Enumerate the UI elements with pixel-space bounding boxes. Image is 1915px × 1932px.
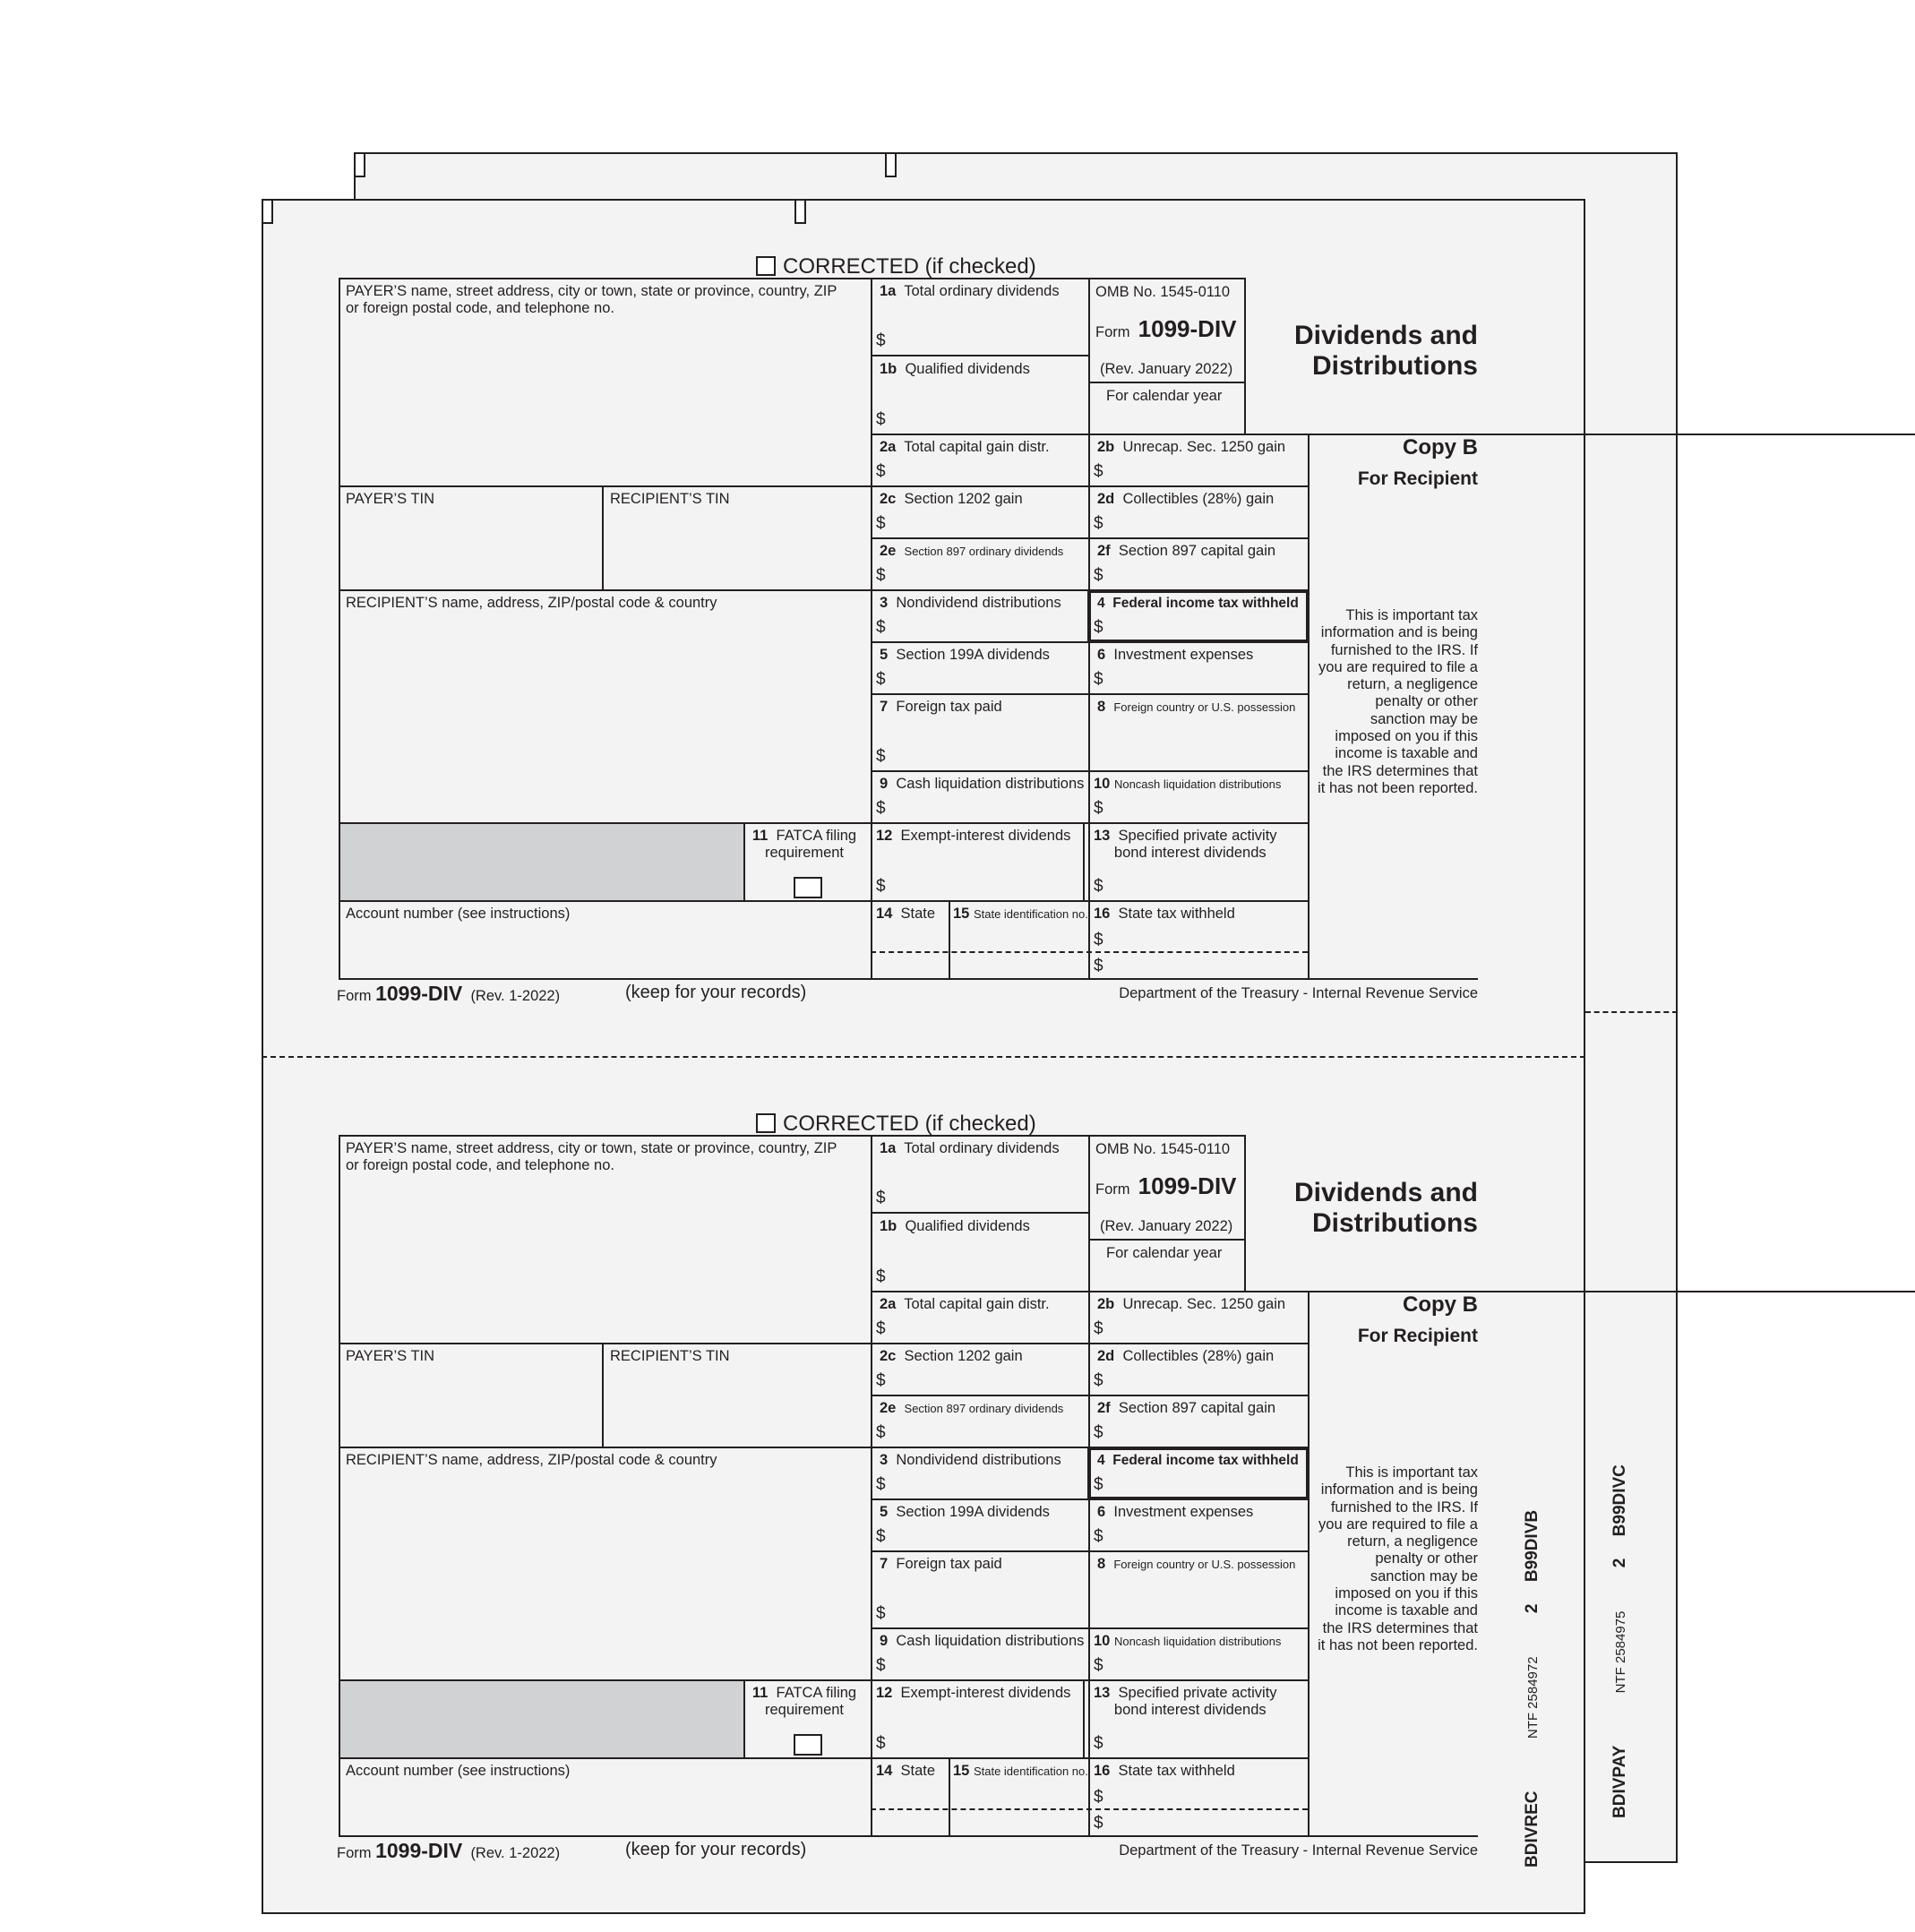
box-15-label: 15 State identification no.: [953, 906, 1088, 922]
box-2f-dollar: $: [1094, 1423, 1103, 1442]
form-revision: (Rev. January 2022): [1100, 1218, 1233, 1234]
form-title: Dividends and Distributions: [1293, 321, 1478, 381]
front-form-id: B99DIVB: [1523, 1509, 1541, 1583]
box-12-dollar: $: [876, 877, 886, 896]
box-6-dollar: $: [1094, 1527, 1103, 1546]
corrected-label: CORRECTED (if checked): [783, 254, 1036, 279]
box-5-dollar: $: [876, 1527, 886, 1546]
box-12-dollar: $: [876, 1734, 886, 1753]
payer-name-label: PAYER’S name, street address, city or town, state or province, country, ZIP or foreign postal code, and telephone no.: [346, 1140, 837, 1173]
fatca-checkbox[interactable]: [794, 1734, 822, 1756]
back-side-code: [1610, 1464, 1630, 1818]
copy-label: Copy B: [1403, 435, 1478, 459]
form-title-block: Form 1099-DIV: [1095, 315, 1237, 342]
box-16-dollar-2: $: [1094, 957, 1103, 975]
form-title-block: Form 1099-DIV: [1095, 1172, 1237, 1199]
form-copy-upper: [337, 254, 1478, 1075]
box-2a-dollar: $: [876, 1319, 886, 1338]
box-2e-dollar: $: [876, 566, 886, 585]
box-1a-label: 1a Total ordinary dividends: [880, 283, 1060, 299]
form-revision: (Rev. January 2022): [1100, 361, 1233, 377]
box-3-label: 3 Nondividend distributions: [880, 595, 1061, 611]
for-recipient-label: For Recipient: [1357, 468, 1478, 489]
payer-name-label: PAYER’S name, street address, city or town, state or province, country, ZIP or foreign postal code, and telephone no.: [346, 283, 837, 316]
footer-form-id: Form 1099-DIV (Rev. 1-2022): [337, 982, 561, 1005]
account-number-label: Account number (see instructions): [346, 1763, 571, 1779]
for-recipient-label: For Recipient: [1357, 1326, 1478, 1346]
box-4-label: 4 Federal income tax withheld: [1097, 1453, 1299, 1468]
box-7-label: 7 Foreign tax paid: [880, 1556, 1002, 1572]
box-2e-dollar: $: [876, 1423, 886, 1442]
box-4-dollar: $: [1094, 1475, 1103, 1494]
box-2f-label: 2f Section 897 capital gain: [1097, 1400, 1276, 1416]
box-14-label: 14 State: [876, 906, 936, 922]
box-16-dollar-2: $: [1094, 1814, 1103, 1833]
back-sheet-perforation: [1585, 1011, 1678, 1013]
box-2b-label: 2b Unrecap. Sec. 1250 gain: [1097, 439, 1286, 455]
box-2f-label: 2f Section 897 capital gain: [1097, 543, 1276, 559]
box-3-label: 3 Nondividend distributions: [880, 1452, 1061, 1468]
box-9-dollar: $: [876, 1656, 886, 1675]
box-13-dollar: $: [1094, 877, 1103, 896]
back-sheet-tab-left: [354, 152, 365, 177]
box-13-label: 13 Specified private activity bond interest dividends: [1094, 1685, 1277, 1718]
box-7-label: 7 Foreign tax paid: [880, 699, 1002, 715]
corrected-label: CORRECTED (if checked): [783, 1112, 1036, 1136]
recipient-tin-label: RECIPIENT’S TIN: [610, 491, 730, 507]
box-4-label: 4 Federal income tax withheld: [1097, 596, 1299, 611]
box-16-label: 16 State tax withheld: [1094, 1763, 1235, 1779]
front-sheet-tab-left: [262, 199, 273, 224]
box-12-label: 12 Exempt-interest dividends: [876, 1685, 1071, 1701]
corrected-checkbox-row[interactable]: [756, 1112, 1036, 1137]
calendar-year-label: For calendar year: [1106, 388, 1223, 404]
box-1a-label: 1a Total ordinary dividends: [880, 1140, 1060, 1156]
box-5-label: 5 Section 199A dividends: [880, 1504, 1050, 1520]
calendar-year-label: For calendar year: [1106, 1245, 1223, 1261]
box-2c-dollar: $: [876, 1371, 886, 1390]
box-2e-label: 2e Section 897 ordinary dividends: [880, 1400, 1064, 1416]
box-11-label: 11 FATCA filing requirement: [751, 828, 857, 861]
notice-text: This is important tax information and is being furnished to the IRS. If you are required to file a return, a negligence penalty or other sanction may be imposed on you if this income is taxable and the IRS determines that it has not been reported.: [1318, 607, 1478, 796]
front-form-code: BDIVREC: [1523, 1790, 1541, 1868]
box-6-label: 6 Investment expenses: [1097, 647, 1254, 663]
box-14-label: 14 State: [876, 1763, 936, 1779]
box-1b-label: 1b Qualified dividends: [880, 1218, 1030, 1234]
omb-number: OMB No. 1545-0110: [1095, 1141, 1231, 1157]
corrected-checkbox-row[interactable]: [756, 254, 1036, 279]
box-10-label: 10 Noncash liquidation distributions: [1094, 776, 1282, 792]
box-8-label: 8 Foreign country or U.S. possession: [1097, 699, 1296, 715]
box-2b-dollar: $: [1094, 1319, 1103, 1338]
box-2f-dollar: $: [1094, 566, 1103, 585]
footer-form-id: Form 1099-DIV (Rev. 1-2022): [337, 1839, 561, 1862]
back-sheet-tab-right: [885, 152, 897, 177]
shaded-area: [340, 824, 743, 900]
box-2a-dollar: $: [876, 462, 886, 481]
box-2d-dollar: $: [1094, 514, 1103, 533]
front-part-number: 2: [1523, 1603, 1541, 1614]
box-6-dollar: $: [1094, 670, 1103, 689]
box-3-dollar: $: [876, 1475, 886, 1494]
box-5-label: 5 Section 199A dividends: [880, 647, 1050, 663]
box-12-label: 12 Exempt-interest dividends: [876, 828, 1071, 844]
box-2d-label: 2d Collectibles (28%) gain: [1097, 491, 1275, 507]
copy-label: Copy B: [1403, 1292, 1478, 1317]
account-number-label: Account number (see instructions): [346, 906, 571, 922]
box-9-label: 9 Cash liquidation distributions: [880, 1633, 1085, 1649]
box-3-dollar: $: [876, 618, 886, 637]
box-15-label: 15 State identification no.: [953, 1763, 1088, 1779]
box-1a-dollar: $: [876, 1189, 886, 1207]
box-16-dollar-1: $: [1094, 1788, 1103, 1807]
back-part-number: 2: [1610, 1558, 1629, 1568]
box-9-dollar: $: [876, 799, 886, 818]
box-13-label: 13 Specified private activity bond interest dividends: [1094, 828, 1277, 861]
box-7-dollar: $: [876, 747, 886, 766]
payer-tin-label: PAYER’S TIN: [346, 1348, 435, 1364]
box-2d-dollar: $: [1094, 1371, 1103, 1390]
box-6-label: 6 Investment expenses: [1097, 1504, 1254, 1520]
footer-keep: (keep for your records): [625, 983, 807, 1002]
box-10-dollar: $: [1094, 799, 1103, 818]
box-13-dollar: $: [1094, 1734, 1103, 1753]
footer-department: Department of the Treasury - Internal Revenue Service: [1119, 1842, 1478, 1859]
box-1b-label: 1b Qualified dividends: [880, 361, 1030, 377]
corrected-checkbox[interactable]: [756, 256, 776, 276]
back-ntf-number: NTF 2584975: [1613, 1610, 1628, 1694]
box-2c-label: 2c Section 1202 gain: [880, 1348, 1023, 1364]
box-2e-label: 2e Section 897 ordinary dividends: [880, 543, 1064, 559]
footer-keep: (keep for your records): [625, 1840, 807, 1859]
corrected-checkbox[interactable]: [756, 1113, 776, 1133]
box-10-dollar: $: [1094, 1656, 1103, 1675]
omb-number: OMB No. 1545-0110: [1095, 284, 1231, 300]
front-side-code: [1523, 1510, 1542, 1868]
box-9-label: 9 Cash liquidation distributions: [880, 776, 1085, 792]
box-2c-label: 2c Section 1202 gain: [880, 491, 1023, 507]
recipient-tin-label: RECIPIENT’S TIN: [610, 1348, 730, 1364]
box-2b-dollar: $: [1094, 462, 1103, 481]
box-1b-dollar: $: [876, 1267, 886, 1286]
box-11-label: 11 FATCA filing requirement: [751, 1685, 857, 1718]
back-form-id: B99DIVC: [1610, 1464, 1629, 1537]
form-copy-lower: [337, 1112, 1478, 1932]
fatca-checkbox[interactable]: [794, 877, 822, 898]
box-2a-label: 2a Total capital gain distr.: [880, 1296, 1050, 1312]
form-title: Dividends and Distributions: [1293, 1178, 1478, 1238]
box-5-dollar: $: [876, 670, 886, 689]
recipient-name-label: RECIPIENT’S name, address, ZIP/postal code & country: [346, 1452, 717, 1468]
box-8-label: 8 Foreign country or U.S. possession: [1097, 1556, 1296, 1572]
box-7-dollar: $: [876, 1604, 886, 1623]
box-2d-label: 2d Collectibles (28%) gain: [1097, 1348, 1275, 1364]
box-1a-dollar: $: [876, 331, 886, 350]
box-10-label: 10 Noncash liquidation distributions: [1094, 1633, 1282, 1649]
front-ntf-number: NTF 2584972: [1525, 1656, 1541, 1739]
box-2b-label: 2b Unrecap. Sec. 1250 gain: [1097, 1296, 1286, 1312]
recipient-name-label: RECIPIENT’S name, address, ZIP/postal code & country: [346, 595, 717, 611]
notice-text: This is important tax information and is being furnished to the IRS. If you are required to file a return, a negligence penalty or other sanction may be imposed on you if this income is taxable and the IRS determines that it has not been reported.: [1318, 1464, 1478, 1653]
footer-department: Department of the Treasury - Internal Revenue Service: [1119, 985, 1478, 1001]
box-16-dollar-1: $: [1094, 931, 1103, 949]
box-2a-label: 2a Total capital gain distr.: [880, 439, 1050, 455]
box-1b-dollar: $: [876, 410, 886, 429]
back-form-code: BDIVPAY: [1610, 1745, 1629, 1818]
shaded-area: [340, 1681, 743, 1757]
front-sheet-tab-right: [794, 199, 806, 224]
box-4-dollar: $: [1094, 618, 1103, 637]
box-2c-dollar: $: [876, 514, 886, 533]
payer-tin-label: PAYER’S TIN: [346, 491, 435, 507]
box-16-label: 16 State tax withheld: [1094, 906, 1235, 922]
